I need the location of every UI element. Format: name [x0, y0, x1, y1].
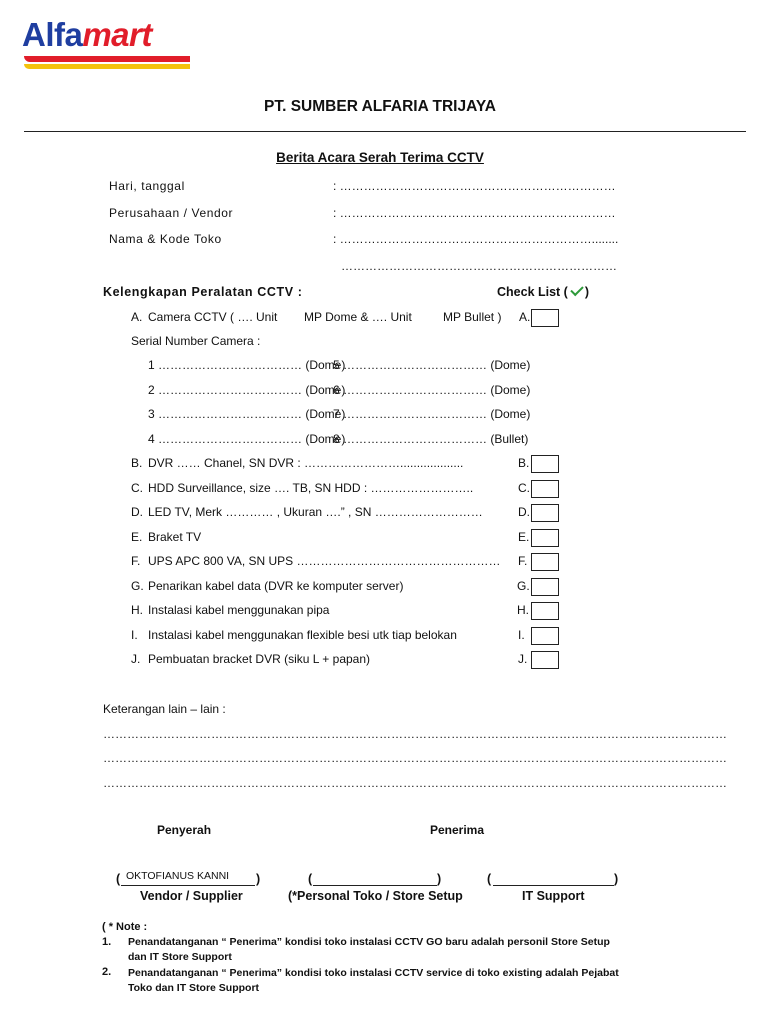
item-g-text: Penarikan kabel data (DVR ke komputer server)	[148, 579, 404, 593]
checkbox-d[interactable]	[531, 504, 559, 522]
item-g-box-label: G.	[517, 579, 530, 593]
checkbox-g[interactable]	[531, 578, 559, 596]
note-heading: ( * Note :	[102, 921, 148, 933]
item-e-prefix: E.	[131, 530, 143, 544]
item-j-box-label: J.	[518, 652, 528, 666]
item-a-prefix: A.	[131, 310, 143, 324]
item-c-box-label: C.	[518, 481, 530, 495]
item-j-text: Pembuatan bracket DVR (siku L + papan)	[148, 652, 371, 666]
field-date-label: Hari, tanggal	[109, 179, 185, 193]
checklist-close: )	[584, 285, 590, 299]
giver-label: Penyerah	[157, 823, 212, 837]
logo-yellow-swoosh	[24, 64, 190, 69]
it-sig-open: (	[487, 872, 492, 886]
store-signature-line	[313, 885, 437, 886]
company-name: PT. SUMBER ALFARIA TRIJAYA	[264, 98, 496, 115]
item-f-box-label: F.	[518, 554, 528, 568]
item-a-dome: MP Dome & …. Unit	[304, 310, 412, 324]
item-i-text: Instalasi kabel menggunakan flexible besi utk tiap belokan	[148, 628, 457, 642]
field-store-value-cont: ……………………………………………………………	[341, 259, 617, 273]
remarks-line-1: …………………………………………………………………………………………………………………………………………	[103, 727, 727, 741]
vendor-sig-open: (	[116, 872, 121, 886]
field-vendor-label: Perusahaan / Vendor	[109, 206, 234, 220]
note-1-number: 1.	[102, 936, 112, 948]
checkbox-b[interactable]	[531, 455, 559, 473]
note-2-number: 2.	[102, 966, 112, 978]
checkbox-c[interactable]	[531, 480, 559, 498]
remarks-line-2: …………………………………………………………………………………………………………………………………………	[103, 751, 727, 765]
checklist-label: Check List (	[497, 285, 568, 299]
note-1-line-1: Penandatanganan “ Penerima” kondisi toko instalasi CCTV GO baru adalah personil Store Setup	[128, 936, 610, 948]
checkbox-e[interactable]	[531, 529, 559, 547]
item-b-box-label: B.	[518, 456, 530, 470]
vendor-sig-close: )	[256, 872, 261, 886]
serial-right-4: 8 ……………………………… (Bullet)	[333, 432, 529, 446]
item-e-box-label: E.	[518, 530, 530, 544]
item-c-prefix: C.	[131, 481, 143, 495]
serial-right-3: 7 ……………………………… (Dome)	[333, 407, 531, 421]
logo-mart: mart	[82, 16, 152, 53]
logo-alfa: Alfa	[22, 16, 83, 53]
serial-left-3: 3 ……………………………… (Dome)	[148, 407, 346, 421]
note-2-line-2: Toko dan IT Store Support	[128, 982, 260, 994]
field-vendor-value: : ……………………………………………………………	[333, 206, 616, 220]
checkbox-h[interactable]	[531, 602, 559, 620]
store-sig-close: )	[437, 872, 442, 886]
item-h-prefix: H.	[131, 603, 143, 617]
item-i-prefix: I.	[131, 628, 138, 642]
item-b-prefix: B.	[131, 456, 143, 470]
item-b-text: DVR …… Chanel, SN DVR : ……………………...................	[148, 456, 464, 470]
item-a-box-label: A.	[519, 310, 531, 324]
field-date-value: : ……………………………………………………………	[333, 179, 616, 193]
checklist-heading	[497, 285, 589, 299]
serial-left-2: 2 ……………………………… (Dome)	[148, 383, 346, 397]
note-1-line-2: dan IT Store Support	[128, 951, 232, 963]
header-divider	[24, 131, 746, 132]
checkbox-a[interactable]	[531, 309, 559, 327]
serial-left-1: 1 ……………………………… (Dome)	[148, 358, 346, 372]
serial-right-2: 6 ……………………………… (Dome)	[333, 383, 531, 397]
serial-heading: Serial Number Camera :	[131, 334, 261, 348]
logo-wordmark	[22, 18, 194, 51]
it-role: IT Support	[522, 889, 585, 903]
item-f-text: UPS APC 800 VA, SN UPS ……………………………………………	[148, 554, 501, 568]
item-d-box-label: D.	[518, 505, 530, 519]
it-signature-line	[493, 885, 614, 886]
serial-left-4: 4 ……………………………… (Dome)	[148, 432, 346, 446]
item-h-box-label: H.	[517, 603, 529, 617]
checkbox-f[interactable]	[531, 553, 559, 571]
equipment-heading: Kelengkapan Peralatan CCTV :	[103, 285, 303, 299]
item-j-prefix: J.	[131, 652, 141, 666]
serial-right-1: 5 ……………………………… (Dome)	[333, 358, 531, 372]
item-f-prefix: F.	[131, 554, 141, 568]
checkmark-icon	[570, 283, 583, 296]
remarks-label: Keterangan lain – lain :	[103, 702, 226, 716]
item-g-prefix: G.	[131, 579, 144, 593]
item-c-text: HDD Surveillance, size …. TB, SN HDD : ……………………..	[148, 481, 474, 495]
item-h-text: Instalasi kabel menggunakan pipa	[148, 603, 330, 617]
note-2-line-1: Penandatanganan “ Penerima” kondisi toko instalasi CCTV service di toko existing adalah Pejabat	[128, 967, 619, 979]
item-a-bullet: MP Bullet )	[443, 310, 502, 324]
store-role: (*Personal Toko / Store Setup	[288, 889, 463, 903]
item-e-text: Braket TV	[148, 530, 202, 544]
item-i-box-label: I.	[518, 628, 525, 642]
checkbox-i[interactable]	[531, 627, 559, 645]
field-store-value: : ………………………………………………………........	[333, 232, 619, 246]
item-d-prefix: D.	[131, 505, 143, 519]
alfamart-logo	[22, 18, 194, 76]
vendor-signature-line	[121, 885, 255, 886]
field-store-label: Nama & Kode Toko	[109, 232, 222, 246]
item-d-text: LED TV, Merk ………… , Ukuran ….” , SN ………………………	[148, 505, 483, 519]
remarks-line-3: …………………………………………………………………………………………………………………………………………	[103, 776, 727, 790]
receiver-label: Penerima	[430, 823, 485, 837]
logo-red-swoosh	[24, 56, 190, 62]
item-a-text: Camera CCTV ( …. Unit	[148, 310, 278, 324]
checkbox-j[interactable]	[531, 651, 559, 669]
vendor-role: Vendor / Supplier	[140, 889, 243, 903]
document-title: Berita Acara Serah Terima CCTV	[276, 150, 484, 165]
store-sig-open: (	[308, 872, 313, 886]
vendor-name: OKTOFIANUS KANNI	[126, 870, 230, 882]
it-sig-close: )	[614, 872, 619, 886]
